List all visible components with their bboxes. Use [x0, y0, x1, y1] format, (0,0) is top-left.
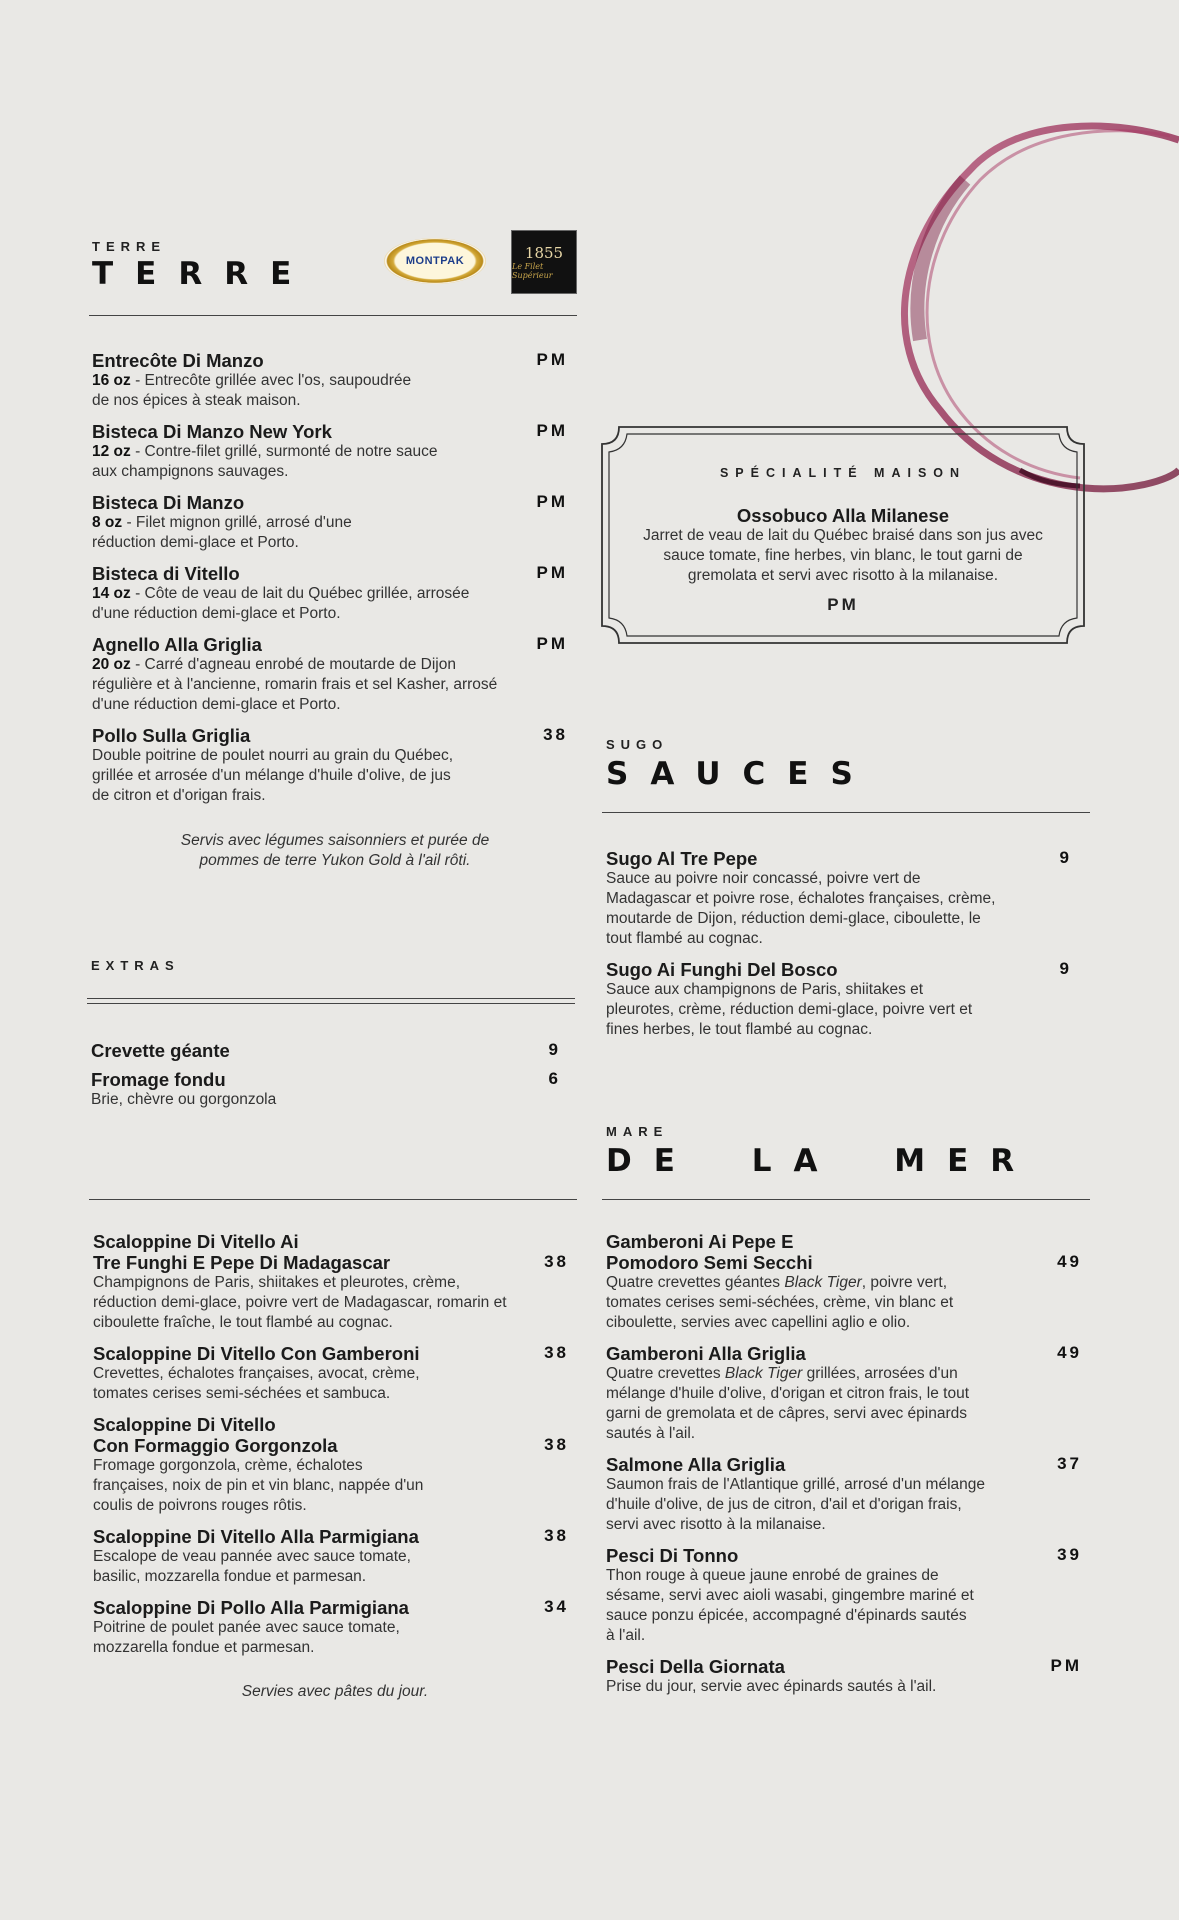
item-desc-text: - Carré d'agneau enrobé de moutarde de Dijon régulière et à l'ancienne, romarin frais et sel Kasher, arrosé d'une réduction demi-glace et Porto. — [92, 656, 498, 713]
menu-item — [93, 1414, 569, 1516]
item-price: 9 — [548, 1040, 561, 1059]
item-price: 38 — [544, 1526, 569, 1545]
item-name: Scaloppine Di Pollo Alla Parmigiana — [93, 1597, 409, 1618]
item-price: 38 — [544, 1252, 569, 1271]
item-desc-text: - Entrecôte grillée avec l'os, saupoudrée de nos épices à steak maison. — [92, 372, 412, 409]
item-desc-text: grillées, arrosées d'un mélange d'huile d'olive, d'origan et citron frais, le tout garni de gremolata et de câpres, servi avec épinards sautés à l'ail. — [606, 1365, 970, 1442]
special-price: PM — [827, 595, 859, 614]
item-price: PM — [536, 634, 568, 653]
sauces-item-list — [606, 848, 1076, 1049]
sauces-rule — [602, 812, 1090, 813]
scaloppine-item-list — [93, 1231, 569, 1667]
item-description — [606, 1475, 986, 1535]
item-desc-text: - Filet mignon grillé, arrosé d'une réduction demi-glace et Porto. — [92, 514, 352, 551]
item-price: PM — [536, 421, 568, 440]
item-price: PM — [536, 492, 568, 511]
special-kicker: SPÉCIALITÉ MAISON — [719, 466, 967, 480]
item-price: 9 — [1059, 959, 1072, 978]
menu-item — [606, 1343, 1082, 1444]
item-name: Salmone Alla Griglia — [606, 1454, 786, 1475]
menu-item — [93, 1343, 569, 1404]
item-price: 34 — [544, 1597, 569, 1616]
special-name: Ossobuco Alla Milanese — [736, 505, 950, 526]
item-desc-emphasis: Black Tiger — [784, 1274, 862, 1291]
item-description: Double poitrine de poulet nourri au grain du Québec, grillée et arrosée d'un mélange d'huile d'olive, de jus de citron et d'origan frais. — [92, 747, 454, 804]
sauces-title: SAUCES — [606, 756, 875, 792]
item-description — [92, 442, 442, 482]
item-description: Brie, chèvre ou gorgonzola — [91, 1091, 277, 1108]
item-description — [606, 1273, 996, 1333]
item-weight: 8 oz — [92, 514, 123, 531]
terre-kicker: TERRE — [92, 239, 167, 254]
sauces-kicker: SUGO — [606, 737, 669, 752]
item-desc-text: Saumon frais de l'Atlantique grillé, arrosé d'un mélange d'huile d'olive, de jus de citron, d'ail et d'origan frais, servi avec risotto à la milanaise. — [606, 1476, 985, 1533]
menu-item — [92, 634, 568, 715]
item-desc-text: Thon rouge à queue jaune enrobé de graines de sésame, servi avec aioli wasabi, gingembre mariné et sauce ponzu épicée, accompagné d'épinards sautés à l'ail. — [606, 1567, 974, 1644]
item-name: Entrecôte Di Manzo — [92, 350, 264, 371]
item-name: Scaloppine Di Vitello Alla Parmigiana — [93, 1526, 419, 1547]
item-name: Gamberoni Alla Griglia — [606, 1343, 806, 1364]
terre-title: TERRE — [92, 256, 314, 292]
item-description — [92, 371, 432, 411]
menu-item — [606, 1231, 1082, 1333]
mer-kicker: MARE — [606, 1124, 669, 1139]
item-price: PM — [1050, 1656, 1082, 1675]
item-desc-text: - Contre-filet grillé, surmonté de notre sauce aux champignons sauvages. — [92, 443, 438, 480]
item-price: 38 — [543, 725, 568, 744]
item-description — [606, 1677, 1006, 1697]
scaloppine-note: Servies avec pâtes du jour. — [241, 1683, 429, 1700]
item-weight: 20 oz — [92, 656, 131, 673]
terre-note: Servis avec légumes saisonniers et purée de pommes de terre Yukon Gold à l'ail rôti. — [180, 832, 490, 869]
mer-title: DE LA MER — [606, 1143, 1037, 1179]
special-box — [601, 426, 1085, 644]
item-name: Sugo Ai Funghi Del Bosco — [606, 959, 838, 980]
item-description: Crevettes, échalotes françaises, avocat, crème, tomates cerises semi-séchées et sambuca. — [93, 1365, 420, 1402]
item-name: Fromage fondu — [91, 1069, 226, 1090]
item-name: Scaloppine Di Vitello Con Formaggio Gorgonzola — [93, 1414, 338, 1456]
item-description: Sauce aux champignons de Paris, shiitakes et pleurotes, crème, réduction demi-glace, poivre vert et fines herbes, le tout flambé au cognac. — [606, 981, 973, 1038]
item-description: Fromage gorgonzola, crème, échalotes françaises, noix de pin et vin blanc, nappée d'un coulis de poivrons rouges rôtis. — [93, 1457, 424, 1514]
item-description: Champignons de Paris, shiitakes et pleurotes, crème, réduction demi-glace, poivre vert de Madagascar, romarin et ciboulette fraîche, le tout flambé au cognac. — [93, 1274, 507, 1331]
item-price: 38 — [544, 1343, 569, 1362]
item-name: Sugo Al Tre Pepe — [606, 848, 758, 869]
item-name: Pesci Di Tonno — [606, 1545, 739, 1566]
item-description — [606, 1364, 976, 1444]
item-price: 38 — [544, 1435, 569, 1454]
menu-item — [91, 1040, 561, 1061]
extras-kicker: EXTRAS — [91, 958, 180, 973]
brand-1855-logo — [511, 230, 577, 294]
item-price: PM — [536, 563, 568, 582]
item-price: 9 — [1059, 848, 1072, 867]
menu-item — [606, 1656, 1082, 1697]
extras-item-list — [91, 1040, 561, 1119]
terre-item-list — [92, 350, 568, 816]
item-name: Bisteca Di Manzo New York — [92, 421, 332, 442]
item-price: PM — [536, 350, 568, 369]
item-price: 39 — [1057, 1545, 1082, 1564]
item-name: Bisteca Di Manzo — [92, 492, 245, 513]
item-name: Bisteca di Vitello — [92, 563, 240, 584]
menu-item — [92, 421, 568, 482]
menu-item — [92, 350, 568, 411]
menu-item — [93, 1597, 569, 1658]
mer-item-list — [606, 1231, 1082, 1706]
item-price: 49 — [1057, 1252, 1082, 1271]
menu-item — [606, 959, 1076, 1040]
menu-item — [92, 725, 568, 806]
menu-item — [92, 563, 568, 624]
item-name: Pesci Della Giornata — [606, 1656, 785, 1677]
item-description: Escalope de veau pannée avec sauce tomate, basilic, mozzarella fondue et parmesan. — [93, 1548, 411, 1585]
item-name: Gamberoni Ai Pepe E Pomodoro Semi Secchi — [606, 1231, 813, 1273]
montpak-logo-text: MONTPAK — [405, 255, 465, 267]
item-price: 49 — [1057, 1343, 1082, 1362]
item-desc-text: , poivre vert, tomates cerises semi-séchées, crème, vin blanc et ciboulette, servies avec capellini aglio e olio. — [606, 1274, 954, 1331]
item-desc-text: - Côte de veau de lait du Québec grillée, arrosée d'une réduction demi-glace et Porto. — [92, 585, 470, 622]
item-description — [92, 584, 472, 624]
brand-1855-number: 1855 — [524, 244, 564, 262]
special-description: Jarret de veau de lait du Québec braisé dans son jus avec sauce tomate, fine herbes, vin blanc, le tout garni de gremolata et servi avec risotto à la milanaise. — [643, 527, 1043, 584]
item-desc-text: Quatre crevettes géantes — [606, 1274, 785, 1291]
item-name: Pollo Sulla Griglia — [92, 725, 251, 746]
item-weight: 14 oz — [92, 585, 131, 602]
item-description — [92, 655, 502, 715]
item-weight: 16 oz — [92, 372, 131, 389]
terre-rule — [89, 315, 577, 316]
item-price: 6 — [548, 1069, 561, 1088]
item-desc-text: Prise du jour, servie avec épinards sautés à l'ail. — [606, 1678, 937, 1695]
item-description: Sauce au poivre noir concassé, poivre vert de Madagascar et poivre rose, échalotes françaises, crème, moutarde de Dijon, réduction demi-glace, ciboulette, le tout flambé au cognac. — [606, 870, 996, 947]
menu-item — [91, 1069, 561, 1110]
item-name: Agnello Alla Griglia — [92, 634, 262, 655]
menu-item — [606, 848, 1076, 949]
menu-item — [93, 1526, 569, 1587]
brand-1855-signature: Le Filet Supérieur — [512, 262, 553, 280]
extras-rule-bottom — [87, 1003, 575, 1004]
mer-rule — [602, 1199, 1090, 1200]
menu-item — [92, 492, 568, 553]
scaloppine-rule — [89, 1199, 577, 1200]
item-name: Crevette géante — [91, 1040, 230, 1061]
item-weight: 12 oz — [92, 443, 131, 460]
extras-rule-top — [87, 998, 575, 999]
item-desc-emphasis: Black Tiger — [724, 1365, 803, 1382]
menu-item — [606, 1454, 1082, 1535]
item-price: 37 — [1057, 1454, 1082, 1473]
item-description: Poitrine de poulet panée avec sauce tomate, mozzarella fondue et parmesan. — [93, 1619, 400, 1656]
item-description — [606, 1566, 976, 1646]
item-name: Scaloppine Di Vitello Con Gamberoni — [93, 1343, 420, 1364]
menu-item — [606, 1545, 1082, 1646]
item-name: Scaloppine Di Vitello Ai Tre Funghi E Pepe Di Madagascar — [93, 1231, 391, 1273]
menu-item — [93, 1231, 569, 1333]
item-description — [92, 513, 392, 553]
montpak-logo — [384, 238, 486, 284]
item-desc-text: Quatre crevettes — [606, 1365, 725, 1382]
